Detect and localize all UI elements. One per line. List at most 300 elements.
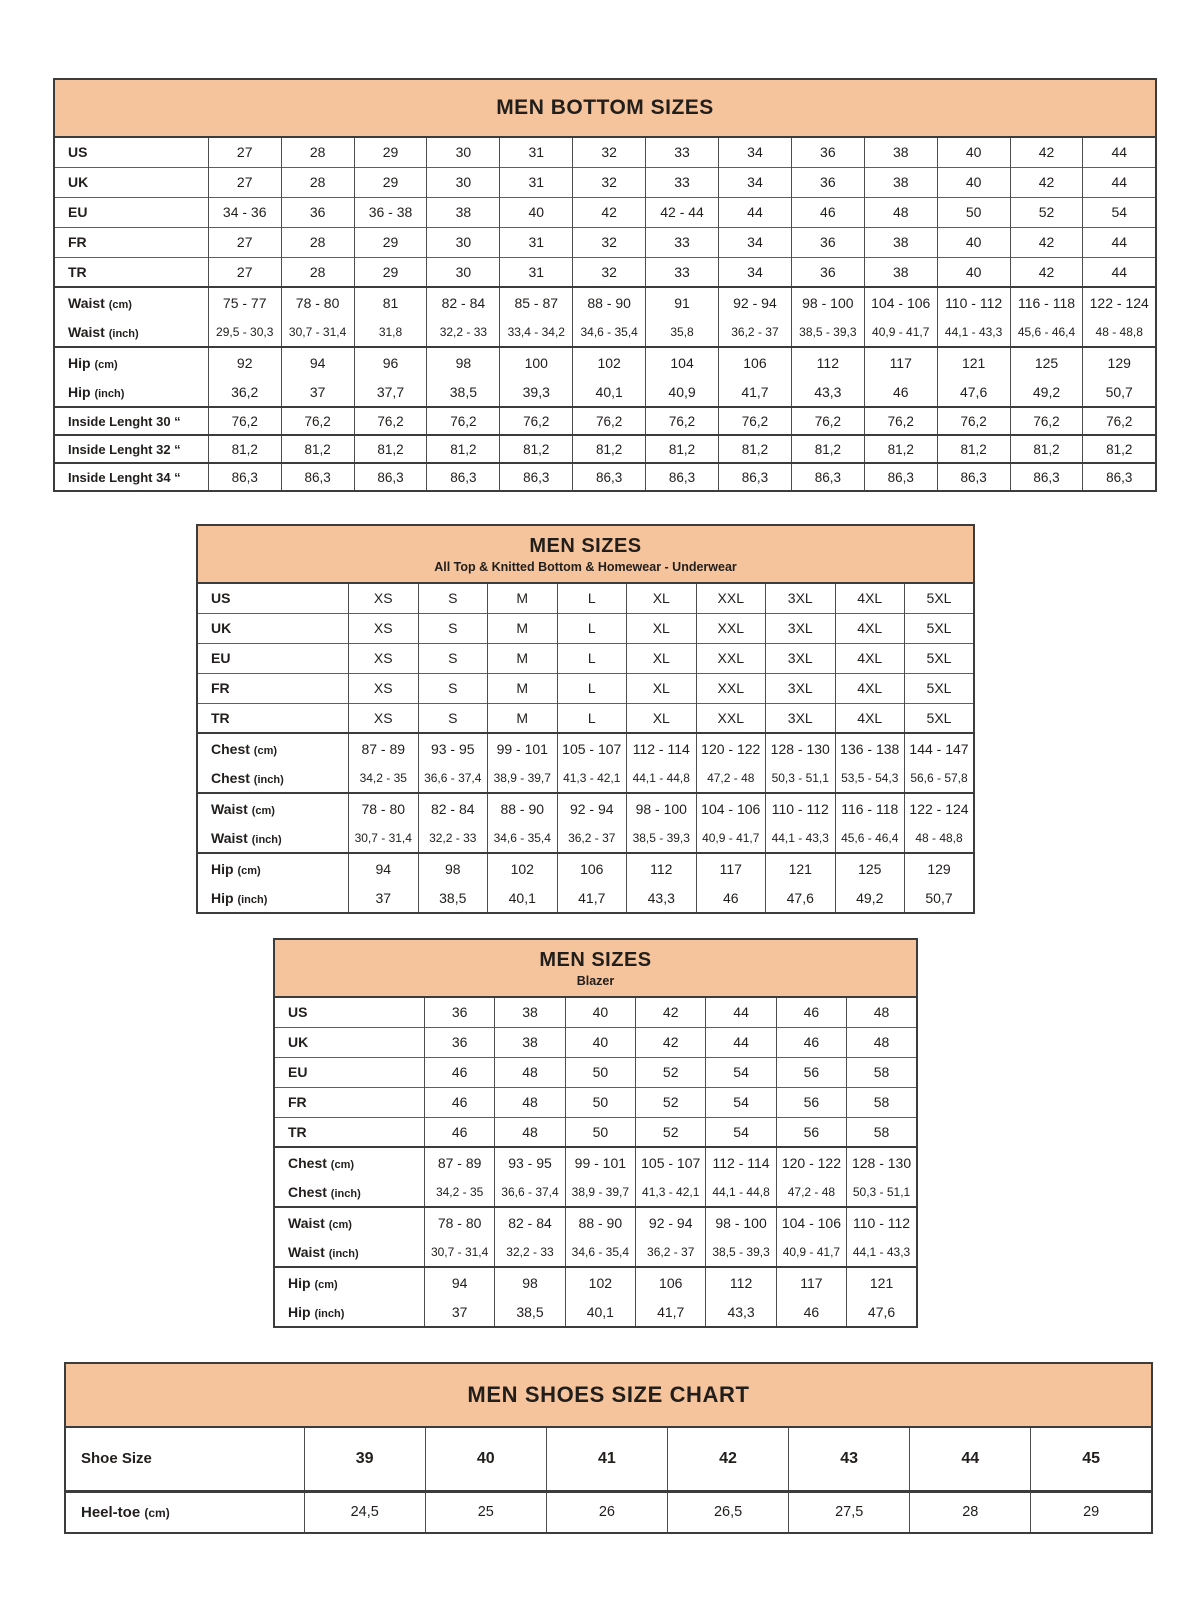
size-cell: 40,9 - 41,7 xyxy=(864,317,937,347)
size-cell: 81,2 xyxy=(354,435,427,463)
size-cell: XL xyxy=(627,583,697,613)
size-cell: 117 xyxy=(776,1267,846,1297)
size-cell: 36 xyxy=(791,227,864,257)
size-cell: 44,1 - 43,3 xyxy=(847,1237,917,1267)
size-cell: 78 - 80 xyxy=(281,287,354,317)
size-cell: 104 - 106 xyxy=(696,793,766,823)
size-cell: 42 xyxy=(668,1427,789,1491)
size-cell: 75 - 77 xyxy=(208,287,281,317)
size-cell: 88 - 90 xyxy=(573,287,646,317)
size-cell: 44 xyxy=(1083,167,1156,197)
size-cell: 104 - 106 xyxy=(776,1207,846,1237)
size-cell: 56 xyxy=(776,1117,846,1147)
size-cell: 121 xyxy=(766,853,836,883)
size-cell: 52 xyxy=(636,1087,706,1117)
size-cell: 76,2 xyxy=(1010,407,1083,435)
men-sizes-tops-row-us xyxy=(197,583,974,613)
size-cell: 38 xyxy=(427,197,500,227)
size-cell: 38,9 - 39,7 xyxy=(565,1177,635,1207)
size-cell: 38,5 xyxy=(495,1297,565,1327)
size-cell: 87 - 89 xyxy=(349,733,419,763)
size-cell: 38 xyxy=(864,257,937,287)
size-cell: 81,2 xyxy=(1010,435,1083,463)
size-cell: 36,2 - 37 xyxy=(719,317,792,347)
size-cell: 42 xyxy=(1010,137,1083,167)
size-cell: 34,6 - 35,4 xyxy=(488,823,558,853)
size-cell: 54 xyxy=(706,1057,776,1087)
size-cell: 36 xyxy=(424,1027,494,1057)
size-cell: 42 - 44 xyxy=(646,197,719,227)
size-cell: 98 - 100 xyxy=(627,793,697,823)
men-bottom-sizes-row-tr xyxy=(54,257,1156,287)
size-cell: 38 xyxy=(495,1027,565,1057)
size-cell: 93 - 95 xyxy=(418,733,488,763)
size-cell: 31,8 xyxy=(354,317,427,347)
size-cell: 37,7 xyxy=(354,377,427,407)
men-bottom-sizes xyxy=(53,78,1157,492)
size-cell: 99 - 101 xyxy=(488,733,558,763)
size-cell: 31 xyxy=(500,257,573,287)
size-cell: 76,2 xyxy=(646,407,719,435)
row-label xyxy=(54,347,208,377)
row-label-unit: (inch) xyxy=(314,1307,345,1320)
size-cell: 33 xyxy=(646,227,719,257)
row-label-unit: (cm) xyxy=(328,1218,352,1231)
size-cell: 56 xyxy=(776,1087,846,1117)
row-label xyxy=(54,407,208,435)
size-cell: 42 xyxy=(1010,257,1083,287)
size-cell: 86,3 xyxy=(427,463,500,491)
row-label-text: Hip xyxy=(288,1303,311,1320)
size-cell: 46 xyxy=(776,997,846,1027)
men-sizes-blazer-title-bar xyxy=(274,939,917,997)
size-cell: 45,6 - 46,4 xyxy=(1010,317,1083,347)
size-cell: 121 xyxy=(847,1267,917,1297)
size-cell: M xyxy=(488,703,558,733)
row-label-unit: (inch) xyxy=(328,1247,359,1260)
size-cell: 44 xyxy=(910,1427,1031,1491)
size-cell: 92 xyxy=(208,347,281,377)
row-label-text: Waist xyxy=(68,294,105,311)
size-cell: 50 xyxy=(565,1087,635,1117)
size-cell: 34 - 36 xyxy=(208,197,281,227)
size-cell: 122 - 124 xyxy=(1083,287,1156,317)
size-cell: 4XL xyxy=(835,613,905,643)
men-bottom-sizes-row-eu xyxy=(54,197,1156,227)
size-cell: 29 xyxy=(354,167,427,197)
size-cell: 30,7 - 31,4 xyxy=(349,823,419,853)
size-cell: 5XL xyxy=(905,583,975,613)
size-cell: 35,8 xyxy=(646,317,719,347)
size-cell: 94 xyxy=(424,1267,494,1297)
size-cell: 29 xyxy=(354,257,427,287)
size-cell: 46 xyxy=(776,1027,846,1057)
size-cell: XL xyxy=(627,673,697,703)
size-cell: 44,1 - 44,8 xyxy=(627,763,697,793)
size-cell: 112 xyxy=(627,853,697,883)
size-cell: 76,2 xyxy=(719,407,792,435)
men-bottom-sizes-row-hip-cm xyxy=(54,347,1156,377)
size-cell: 125 xyxy=(1010,347,1083,377)
row-label-unit: (cm) xyxy=(251,804,275,817)
size-cell: 41,7 xyxy=(719,377,792,407)
size-cell: 40,9 xyxy=(646,377,719,407)
size-cell: XXL xyxy=(696,703,766,733)
size-cell: 121 xyxy=(937,347,1010,377)
size-cell: 40 xyxy=(937,227,1010,257)
size-cell: 38,5 - 39,3 xyxy=(706,1237,776,1267)
size-cell: 41,3 - 42,1 xyxy=(557,763,627,793)
size-cell: 47,2 - 48 xyxy=(776,1177,846,1207)
size-cell: 92 - 94 xyxy=(636,1207,706,1237)
size-cell: 46 xyxy=(776,1297,846,1327)
size-cell: 98 xyxy=(427,347,500,377)
row-label-text: US xyxy=(211,590,231,607)
size-cell: 86,3 xyxy=(937,463,1010,491)
size-cell: 38,5 - 39,3 xyxy=(627,823,697,853)
size-cell: 41 xyxy=(546,1427,667,1491)
row-label-text: US xyxy=(68,144,88,161)
row-label xyxy=(197,583,349,613)
size-cell: XL xyxy=(627,643,697,673)
row-label-unit: (inch) xyxy=(251,833,282,846)
row-label xyxy=(197,793,349,823)
size-cell: 38 xyxy=(864,137,937,167)
row-label-unit: (cm) xyxy=(330,1158,355,1171)
size-cell: 76,2 xyxy=(208,407,281,435)
size-cell: 117 xyxy=(696,853,766,883)
size-cell: 40 xyxy=(565,997,635,1027)
size-cell: 42 xyxy=(1010,227,1083,257)
row-label-text: Waist xyxy=(68,323,105,340)
men-sizes-tops-table xyxy=(196,524,975,914)
size-cell: 40,1 xyxy=(565,1297,635,1327)
size-cell: 42 xyxy=(636,1027,706,1057)
row-label xyxy=(274,1207,424,1237)
size-cell: 32,2 - 33 xyxy=(418,823,488,853)
size-cell: 92 - 94 xyxy=(557,793,627,823)
size-cell: 40,9 - 41,7 xyxy=(776,1237,846,1267)
size-cell: 58 xyxy=(847,1057,917,1087)
size-cell: XS xyxy=(349,583,419,613)
size-cell: 125 xyxy=(835,853,905,883)
men-sizes-blazer-row-tr xyxy=(274,1117,917,1147)
size-cell: S xyxy=(418,703,488,733)
men-bottom-sizes-title: MEN BOTTOM SIZES xyxy=(496,95,714,119)
size-cell: 29 xyxy=(354,227,427,257)
size-cell: 48 xyxy=(864,197,937,227)
size-cell: 86,3 xyxy=(500,463,573,491)
size-cell: 32 xyxy=(573,167,646,197)
size-cell: 102 xyxy=(573,347,646,377)
men-sizes-blazer-subtitle: Blazer xyxy=(576,973,615,988)
men-sizes-tops-row-tr xyxy=(197,703,974,733)
row-label xyxy=(197,673,349,703)
size-cell: 27 xyxy=(208,227,281,257)
row-label xyxy=(54,287,208,317)
size-cell: 34,2 - 35 xyxy=(349,763,419,793)
size-cell: 86,3 xyxy=(208,463,281,491)
size-cell: 27 xyxy=(208,257,281,287)
row-label-text: EU xyxy=(68,204,88,220)
size-cell: 81,2 xyxy=(1083,435,1156,463)
size-cell: 76,2 xyxy=(573,407,646,435)
size-cell: 122 - 124 xyxy=(905,793,975,823)
size-cell: 39 xyxy=(304,1427,425,1491)
size-cell: 112 xyxy=(706,1267,776,1297)
men-sizes-blazer-row-waist-cm xyxy=(274,1207,917,1237)
men-sizes-blazer-row-us xyxy=(274,997,917,1027)
size-cell: 81,2 xyxy=(208,435,281,463)
size-cell: 120 - 122 xyxy=(776,1147,846,1177)
row-label xyxy=(197,853,349,883)
row-label-text: TR xyxy=(68,263,87,280)
size-cell: 52 xyxy=(636,1117,706,1147)
size-cell: 86,3 xyxy=(719,463,792,491)
size-cell: 28 xyxy=(281,257,354,287)
size-cell: XL xyxy=(627,703,697,733)
row-label-text: US xyxy=(288,1004,308,1021)
size-cell: 31 xyxy=(500,227,573,257)
row-label xyxy=(274,1237,424,1267)
size-cell: 37 xyxy=(424,1297,494,1327)
men-sizes-tops-header-row xyxy=(197,525,974,583)
size-cell: 110 - 112 xyxy=(937,287,1010,317)
men-bottom-sizes-title-bar xyxy=(54,79,1156,137)
men-sizes-blazer-row-eu xyxy=(274,1057,917,1087)
size-cell: 29,5 - 30,3 xyxy=(208,317,281,347)
size-cell: 32 xyxy=(573,227,646,257)
size-cell: 58 xyxy=(847,1087,917,1117)
size-cell: 44 xyxy=(706,997,776,1027)
size-cell: M xyxy=(488,583,558,613)
size-cell: 105 - 107 xyxy=(557,733,627,763)
size-cell: 28 xyxy=(281,137,354,167)
size-cell: 44,1 - 43,3 xyxy=(937,317,1010,347)
size-cell: L xyxy=(557,613,627,643)
size-cell: 34 xyxy=(719,227,792,257)
size-cell: 81,2 xyxy=(427,435,500,463)
row-label xyxy=(274,1057,424,1087)
size-cell: 129 xyxy=(1083,347,1156,377)
row-label xyxy=(54,463,208,491)
size-cell: 36 xyxy=(791,137,864,167)
size-cell: L xyxy=(557,583,627,613)
size-cell: 58 xyxy=(847,1117,917,1147)
men-sizes-blazer-row-chest-cm xyxy=(274,1147,917,1177)
size-cell: 32,2 - 33 xyxy=(495,1237,565,1267)
size-cell: 38 xyxy=(495,997,565,1027)
size-cell: 36 xyxy=(791,167,864,197)
size-cell: 120 - 122 xyxy=(696,733,766,763)
size-cell: L xyxy=(557,643,627,673)
size-cell: 88 - 90 xyxy=(488,793,558,823)
row-label-text: EU xyxy=(211,650,231,666)
row-label-unit: (inch) xyxy=(237,893,268,906)
size-cell: 43,3 xyxy=(706,1297,776,1327)
men-sizes-tops-row-waist-cm xyxy=(197,793,974,823)
size-cell: 50,7 xyxy=(905,883,975,913)
size-cell: 117 xyxy=(864,347,937,377)
size-cell: 43,3 xyxy=(627,883,697,913)
size-cell: 128 - 130 xyxy=(847,1147,917,1177)
size-cell: 96 xyxy=(354,347,427,377)
men-shoes-size-chart-row-shoe-size xyxy=(65,1427,1152,1491)
size-cell: 86,3 xyxy=(646,463,719,491)
men-shoes-size-chart-table xyxy=(64,1362,1153,1534)
men-sizes-blazer-row-chest-inch xyxy=(274,1177,917,1207)
size-cell: 4XL xyxy=(835,583,905,613)
row-label xyxy=(65,1427,304,1491)
size-cell: 42 xyxy=(573,197,646,227)
size-cell: 86,3 xyxy=(791,463,864,491)
row-label xyxy=(54,167,208,197)
row-label-text: Shoe Size xyxy=(81,1450,152,1468)
size-cell: 81,2 xyxy=(791,435,864,463)
size-cell: 32 xyxy=(573,257,646,287)
men-sizes-blazer-header-row xyxy=(274,939,917,997)
size-cell: 43,3 xyxy=(791,377,864,407)
size-cell: 33 xyxy=(646,167,719,197)
size-cell: 33 xyxy=(646,257,719,287)
men-shoes-size-chart-row-heel-toe-cm xyxy=(65,1491,1152,1533)
size-cell: 110 - 112 xyxy=(847,1207,917,1237)
size-cell: 32,2 - 33 xyxy=(427,317,500,347)
size-cell: XS xyxy=(349,643,419,673)
men-bottom-sizes-row-uk xyxy=(54,167,1156,197)
size-cell: 50,7 xyxy=(1083,377,1156,407)
size-cell: 112 - 114 xyxy=(706,1147,776,1177)
size-cell: 104 xyxy=(646,347,719,377)
size-cell: 37 xyxy=(349,883,419,913)
size-cell: 34,6 - 35,4 xyxy=(565,1237,635,1267)
row-label-unit: (cm) xyxy=(108,298,132,311)
size-cell: 3XL xyxy=(766,643,836,673)
size-cell: 24,5 xyxy=(304,1491,425,1533)
size-cell: 41,3 - 42,1 xyxy=(636,1177,706,1207)
size-cell: 33,4 - 34,2 xyxy=(500,317,573,347)
row-label xyxy=(197,883,349,913)
row-label-text: Chest xyxy=(288,1183,327,1200)
size-cell: 32 xyxy=(573,137,646,167)
size-cell: 98 - 100 xyxy=(791,287,864,317)
size-cell: 52 xyxy=(636,1057,706,1087)
size-cell: 81,2 xyxy=(281,435,354,463)
size-cell: 81,2 xyxy=(937,435,1010,463)
row-label xyxy=(54,435,208,463)
size-cell: 54 xyxy=(706,1087,776,1117)
size-cell: 33 xyxy=(646,137,719,167)
row-label-text: Inside Lenght 30 “ xyxy=(68,413,181,429)
row-label xyxy=(274,1027,424,1057)
size-cell: 38,5 xyxy=(418,883,488,913)
size-cell: 27 xyxy=(208,137,281,167)
size-cell: 76,2 xyxy=(791,407,864,435)
men-shoes-size-chart xyxy=(64,1362,1153,1534)
row-label-text: Hip xyxy=(211,860,234,877)
men-sizes-tops-row-chest-inch xyxy=(197,763,974,793)
men-bottom-sizes-row-waist-inch xyxy=(54,317,1156,347)
men-sizes-tops-row-waist-inch xyxy=(197,823,974,853)
size-cell: 86,3 xyxy=(1083,463,1156,491)
size-cell: 76,2 xyxy=(937,407,1010,435)
men-sizes-blazer-row-uk xyxy=(274,1027,917,1057)
size-cell: 78 - 80 xyxy=(424,1207,494,1237)
size-cell: 49,2 xyxy=(1010,377,1083,407)
row-label-unit: (inch) xyxy=(253,773,284,786)
size-cell: 82 - 84 xyxy=(427,287,500,317)
men-sizes-blazer-table xyxy=(273,938,918,1328)
size-cell: 50 xyxy=(565,1117,635,1147)
size-cell: 102 xyxy=(565,1267,635,1297)
size-cell: 34 xyxy=(719,257,792,287)
size-cell: 48 xyxy=(495,1117,565,1147)
size-cell: 46 xyxy=(424,1117,494,1147)
size-cell: 46 xyxy=(696,883,766,913)
men-sizes-tops-row-hip-inch xyxy=(197,883,974,913)
size-cell: 3XL xyxy=(766,703,836,733)
size-cell: 41,7 xyxy=(557,883,627,913)
size-cell: 99 - 101 xyxy=(565,1147,635,1177)
size-cell: 28 xyxy=(281,227,354,257)
size-cell: 29 xyxy=(1031,1491,1152,1533)
size-cell: 34 xyxy=(719,137,792,167)
men-sizes-tops-row-eu xyxy=(197,643,974,673)
row-label xyxy=(274,997,424,1027)
men-sizes-blazer-row-waist-inch xyxy=(274,1237,917,1267)
size-cell: 46 xyxy=(424,1057,494,1087)
size-cell: S xyxy=(418,583,488,613)
size-cell: 81 xyxy=(354,287,427,317)
row-label xyxy=(54,197,208,227)
row-label-text: Waist xyxy=(211,800,248,817)
row-label-text: Waist xyxy=(211,829,248,846)
men-sizes-tops-row-fr xyxy=(197,673,974,703)
size-cell: 54 xyxy=(1083,197,1156,227)
size-cell: 26 xyxy=(546,1491,667,1533)
row-label-text: FR xyxy=(288,1094,307,1110)
row-label-text: Hip xyxy=(68,383,91,400)
row-label-text: Hip xyxy=(211,889,234,906)
size-cell: 30 xyxy=(427,227,500,257)
row-label-text: UK xyxy=(211,620,232,636)
row-label-unit: (inch) xyxy=(330,1187,361,1200)
size-cell: 42 xyxy=(1010,167,1083,197)
size-cell: 31 xyxy=(500,137,573,167)
size-cell: 81,2 xyxy=(500,435,573,463)
size-cell: 36,2 xyxy=(208,377,281,407)
size-cell: 100 xyxy=(500,347,573,377)
size-cell: 116 - 118 xyxy=(1010,287,1083,317)
size-cell: 48 - 48,8 xyxy=(1083,317,1156,347)
row-label-text: Hip xyxy=(68,354,91,371)
size-cell: S xyxy=(418,673,488,703)
row-label xyxy=(274,1087,424,1117)
size-cell: 46 xyxy=(864,377,937,407)
size-cell: 76,2 xyxy=(427,407,500,435)
size-cell: 34,2 - 35 xyxy=(424,1177,494,1207)
size-cell: 112 xyxy=(791,347,864,377)
size-cell: 81,2 xyxy=(646,435,719,463)
size-cell: 43 xyxy=(789,1427,910,1491)
size-cell: 29 xyxy=(354,137,427,167)
men-sizes-tops-row-chest-cm xyxy=(197,733,974,763)
size-cell: 85 - 87 xyxy=(500,287,573,317)
size-cell: L xyxy=(557,703,627,733)
size-cell: XS xyxy=(349,703,419,733)
men-sizes-blazer-row-fr xyxy=(274,1087,917,1117)
size-cell: 53,5 - 54,3 xyxy=(835,763,905,793)
